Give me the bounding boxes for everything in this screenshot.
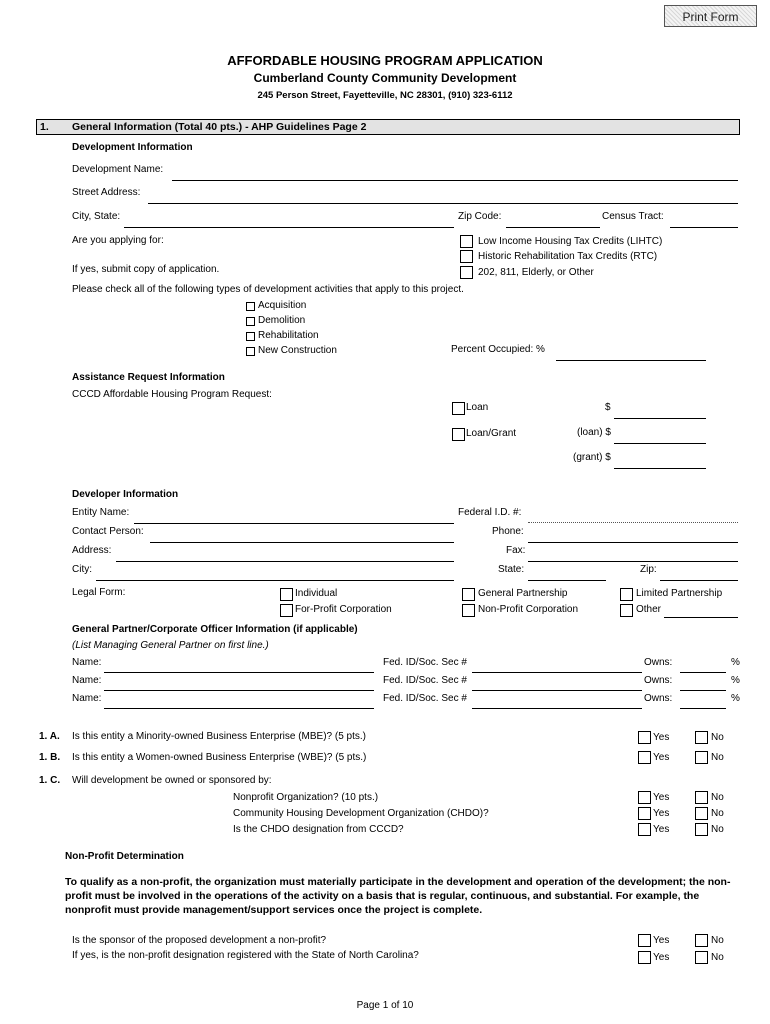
individual-label: Individual — [295, 588, 338, 599]
new-construction-label: New Construction — [258, 345, 337, 356]
q1c-chdo-text: Community Housing Development Organization (CHDO)? — [233, 808, 489, 819]
q1b-number: 1. B. — [39, 752, 61, 763]
zip-code-label: Zip Code: — [458, 211, 502, 222]
lihtc-label: Low Income Housing Tax Credits (LIHTC) — [478, 236, 663, 247]
gp-fed-label-1: Fed. ID/Soc. Sec # — [383, 657, 467, 668]
loan-amount-field[interactable] — [614, 418, 706, 419]
street-field[interactable] — [148, 203, 738, 204]
gp-name-field-2[interactable] — [104, 690, 374, 691]
dev-name-field[interactable] — [172, 180, 738, 181]
q1b-no-checkbox[interactable] — [695, 751, 708, 764]
contact-person-field[interactable] — [150, 542, 454, 543]
rtc-checkbox[interactable] — [460, 250, 473, 263]
q1b-yes-checkbox[interactable] — [638, 751, 651, 764]
contact-person-label: Contact Person: — [72, 526, 144, 537]
entity-name-field[interactable] — [134, 523, 454, 524]
gp-pct-2: % — [731, 675, 740, 686]
city-label: City: — [72, 564, 92, 575]
rehabilitation-checkbox[interactable] — [246, 332, 255, 341]
dev-zip-label: Zip: — [640, 564, 657, 575]
np-q1-yes-label: Yes — [653, 935, 670, 946]
q1c-nonprofit-no-label: No — [711, 792, 724, 803]
gp-fed-label-3: Fed. ID/Soc. Sec # — [383, 693, 467, 704]
q1b-no-label: No — [711, 752, 724, 763]
limited-partnership-checkbox[interactable] — [620, 588, 633, 601]
gp-owns-label-3: Owns: — [644, 693, 673, 704]
q1b-yes-label: Yes — [653, 752, 670, 763]
general-partnership-checkbox[interactable] — [462, 588, 475, 601]
phone-label: Phone: — [492, 526, 524, 537]
elderly-checkbox[interactable] — [460, 266, 473, 279]
street-label: Street Address: — [72, 187, 141, 198]
gp-pct-1: % — [731, 657, 740, 668]
dev-info-heading: Development Information — [72, 142, 193, 153]
general-partnership-label: General Partnership — [478, 588, 568, 599]
demolition-checkbox[interactable] — [246, 317, 255, 326]
q1c-cccd-no-label: No — [711, 824, 724, 835]
q1c-chdo-yes-label: Yes — [653, 808, 670, 819]
gp-owns-field-2[interactable] — [680, 690, 726, 691]
individual-checkbox[interactable] — [280, 588, 293, 601]
request-label: CCCD Affordable Housing Program Request: — [72, 389, 272, 400]
legal-form-label: Legal Form: — [72, 587, 126, 598]
loan-checkbox[interactable] — [452, 402, 465, 415]
percent-occupied-field[interactable] — [556, 360, 706, 361]
np-q2-no-checkbox[interactable] — [695, 951, 708, 964]
np-q2-yes-label: Yes — [653, 952, 670, 963]
gp-fed-field-2[interactable] — [472, 690, 642, 691]
q1a-yes-label: Yes — [653, 732, 670, 743]
q1c-chdo-no-label: No — [711, 808, 724, 819]
np-q1-no-label: No — [711, 935, 724, 946]
developer-heading: Developer Information — [72, 489, 179, 500]
gp-fed-label-2: Fed. ID/Soc. Sec # — [383, 675, 467, 686]
q1a-yes-checkbox[interactable] — [638, 731, 651, 744]
gp-name-label-3: Name: — [72, 693, 102, 704]
dev-zip-field[interactable] — [660, 580, 738, 581]
acquisition-checkbox[interactable] — [246, 302, 255, 311]
acquisition-label: Acquisition — [258, 300, 307, 311]
loan-portion-label: (loan) $ — [577, 427, 611, 438]
np-q2-text: If yes, is the non-profit designation registered with the State of North Carolina? — [72, 950, 419, 961]
fax-field[interactable] — [528, 561, 738, 562]
non-profit-corp-label: Non-Profit Corporation — [478, 604, 579, 615]
census-tract-label: Census Tract: — [602, 211, 664, 222]
city-state-field[interactable] — [124, 227, 454, 228]
submit-copy-label: If yes, submit copy of application. — [72, 264, 220, 275]
gp-name-field-1[interactable] — [104, 672, 374, 673]
address-field[interactable] — [116, 561, 454, 562]
q1a-number: 1. A. — [39, 731, 60, 742]
other-specify-field[interactable] — [664, 617, 738, 618]
percent-occupied-label: Percent Occupied: % — [451, 344, 545, 355]
phone-field[interactable] — [528, 542, 738, 543]
new-construction-checkbox[interactable] — [246, 347, 255, 356]
zip-code-field[interactable] — [506, 227, 600, 228]
section-heading: General Information (Total 40 pts.) - AHP Guidelines Page 2 — [72, 121, 367, 133]
print-form-button[interactable]: Print Form — [664, 5, 757, 27]
q1a-no-label: No — [711, 732, 724, 743]
dev-name-label: Development Name: — [72, 164, 164, 175]
other-checkbox[interactable] — [620, 604, 633, 617]
rehabilitation-label: Rehabilitation — [258, 330, 319, 341]
fax-label: Fax: — [506, 545, 526, 556]
q1c-nonprofit-yes-checkbox[interactable] — [638, 791, 651, 804]
gp-name-label-1: Name: — [72, 657, 102, 668]
gp-owns-label-1: Owns: — [644, 657, 673, 668]
city-state-label: City, State: — [72, 211, 121, 222]
grant-portion-label: (grant) $ — [573, 452, 611, 463]
applying-for-label: Are you applying for: — [72, 235, 164, 246]
q1c-cccd-yes-checkbox[interactable] — [638, 823, 651, 836]
np-q2-no-label: No — [711, 952, 724, 963]
lihtc-checkbox[interactable] — [460, 235, 473, 248]
for-profit-label: For-Profit Corporation — [295, 604, 392, 615]
nonprofit-paragraph: To qualify as a non-profit, the organization must materially participate in the development and operation of the development; the non-profit must be involved in the operations of the activity on a basis that is regular, continuous, and substantial. For example, the nonprofit must provide management/support services once the project is complete. — [65, 876, 731, 916]
gp-heading: General Partner/Corporate Officer Information (if applicable) — [72, 624, 358, 635]
city-field[interactable] — [96, 580, 454, 581]
assistance-heading: Assistance Request Information — [72, 372, 225, 383]
loan-dollar-sign: $ — [605, 402, 611, 413]
q1c-cccd-text: Is the CHDO designation from CCCD? — [233, 824, 404, 835]
gp-note: (List Managing General Partner on first line.) — [72, 640, 269, 651]
q1c-chdo-no-checkbox[interactable] — [695, 807, 708, 820]
address-label: Address: — [72, 545, 112, 556]
state-field[interactable] — [528, 580, 606, 581]
gp-owns-field-3[interactable] — [680, 708, 726, 709]
np-q1-yes-checkbox[interactable] — [638, 934, 651, 947]
gp-owns-field-1[interactable] — [680, 672, 726, 673]
gp-fed-field-1[interactable] — [472, 672, 642, 673]
q1c-number: 1. C. — [39, 775, 61, 786]
form-title: AFFORDABLE HOUSING PROGRAM APPLICATION — [227, 53, 543, 68]
entity-name-label: Entity Name: — [72, 507, 130, 518]
q1c-nonprofit-no-checkbox[interactable] — [695, 791, 708, 804]
q1a-text: Is this entity a Minority-owned Business Enterprise (MBE)? (5 pts.) — [72, 731, 366, 742]
q1b-text: Is this entity a Women-owned Business Enterprise (WBE)? (5 pts.) — [72, 752, 367, 763]
np-q2-yes-checkbox[interactable] — [638, 951, 651, 964]
q1a-no-checkbox[interactable] — [695, 731, 708, 744]
nonprofit-heading: Non-Profit Determination — [65, 851, 184, 862]
form-subtitle: Cumberland County Community Development — [253, 71, 517, 85]
gp-pct-3: % — [731, 693, 740, 704]
q1c-cccd-yes-label: Yes — [653, 824, 670, 835]
loan-grant-label: Loan/Grant — [466, 428, 517, 439]
np-q1-no-checkbox[interactable] — [695, 934, 708, 947]
elderly-label: 202, 811, Elderly, or Other — [478, 267, 594, 278]
loan-portion-field[interactable] — [614, 443, 706, 444]
gp-name-field-3[interactable] — [104, 708, 374, 709]
grant-portion-field[interactable] — [614, 468, 706, 469]
gp-owns-label-2: Owns: — [644, 675, 673, 686]
rtc-label: Historic Rehabilitation Tax Credits (RTC) — [478, 251, 658, 262]
federal-id-label: Federal I.D. #: — [458, 507, 522, 518]
agency-address: 245 Person Street, Fayetteville, NC 28301, (910) 323-6112 — [257, 90, 513, 101]
gp-name-label-2: Name: — [72, 675, 102, 686]
demolition-label: Demolition — [258, 315, 306, 326]
federal-id-field[interactable] — [528, 522, 738, 523]
other-label: Other — [636, 604, 662, 615]
section-number: 1. — [40, 121, 49, 133]
q1c-text: Will development be owned or sponsored by: — [72, 775, 272, 786]
limited-partnership-label: Limited Partnership — [636, 588, 723, 599]
np-q1-text: Is the sponsor of the proposed development a non-profit? — [72, 935, 327, 946]
non-profit-corp-checkbox[interactable] — [462, 604, 475, 617]
q1c-chdo-yes-checkbox[interactable] — [638, 807, 651, 820]
q1c-nonprofit-yes-label: Yes — [653, 792, 670, 803]
loan-grant-checkbox[interactable] — [452, 428, 465, 441]
census-tract-field[interactable] — [670, 227, 738, 228]
q1c-cccd-no-checkbox[interactable] — [695, 823, 708, 836]
loan-label: Loan — [466, 402, 489, 413]
state-label: State: — [498, 564, 525, 575]
activities-prompt: Please check all of the following types of development activities that apply to this project. — [72, 284, 464, 295]
for-profit-checkbox[interactable] — [280, 604, 293, 617]
page-number: Page 1 of 10 — [356, 1000, 414, 1011]
gp-fed-field-3[interactable] — [472, 708, 642, 709]
q1c-nonprofit-text: Nonprofit Organization? (10 pts.) — [233, 792, 379, 803]
